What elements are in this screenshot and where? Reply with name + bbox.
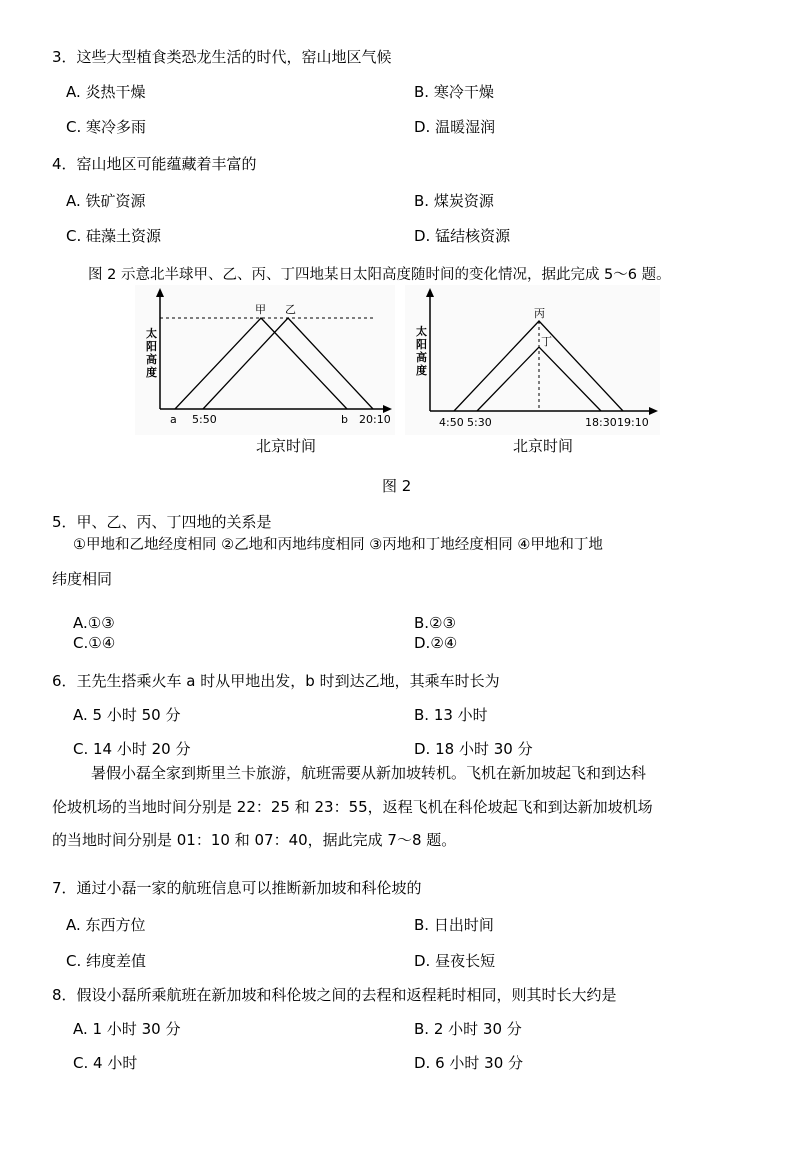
q8-option-d: D. 6 小时 30 分 [414,1054,524,1072]
left-peak-yi: 乙 [285,303,296,316]
intro-7-8-line2: 伦坡机场的当地时间分别是 22：25 和 23：55，返程飞机在科伦坡起飞和到达新加坡机场 [52,798,653,816]
q6-option-a: A. 5 小时 50 分 [73,706,181,724]
q3-option-c: C. 寒冷多雨 [66,118,147,136]
q8-stem: 8．假设小磊所乘航班在新加坡和科伦坡之间的去程和返程耗时相同，则其时长大约是 [52,986,617,1004]
q5-stem: 5．甲、乙、丙、丁四地的关系是 [52,513,272,531]
q6-option-b: B. 13 小时 [414,706,488,724]
right-tick-1910: 19:10 [617,416,649,429]
q3-stem: 3．这些大型植食类恐龙生活的时代，窑山地区气候 [52,48,392,66]
q5-option-d: D.②④ [414,634,458,652]
q7-option-d: D. 昼夜长短 [414,952,496,970]
right-ylabel-1: 太 [416,325,427,338]
q5-statements-line1: ①甲地和乙地经度相同 ②乙地和丙地纬度相同 ③丙地和丁地经度相同 ④甲地和丁地 [73,537,603,553]
q4-option-c: C. 硅藻土资源 [66,227,162,245]
q6-option-c: C. 14 小时 20 分 [73,740,191,758]
left-tick-550: 5:50 [192,413,217,426]
q7-option-b: B. 日出时间 [414,916,494,934]
right-xlabel: 北京时间 [513,437,574,455]
left-peak-jia: 甲 [255,303,266,316]
q5-option-a: A.①③ [73,614,115,632]
intro-7-8-line1: 暑假小磊全家到斯里兰卡旅游，航班需要从新加坡转机。飞机在新加坡起飞和到达科 [91,764,647,782]
q6-option-d: D. 18 小时 30 分 [414,740,533,758]
q8-option-a: A. 1 小时 30 分 [73,1020,181,1038]
right-ylabel-2: 阳 [416,338,427,351]
figure-2-right-diagram [405,285,660,435]
right-ylabel-4: 度 [416,364,427,377]
q3-option-a: A. 炎热干燥 [66,83,146,101]
figure-2-left-diagram [135,285,395,435]
left-xlabel: 北京时间 [256,437,317,455]
right-ylabel-3: 高 [416,351,427,364]
right-tick-530: 5:30 [467,416,492,429]
q7-stem: 7．通过小磊一家的航班信息可以推断新加坡和科伦坡的 [52,879,422,897]
q4-stem: 4．窑山地区可能蕴藏着丰富的 [52,155,257,173]
right-peak-ding: 丁 [541,335,552,348]
right-tick-1830: 18:30 [585,416,617,429]
left-tick-a: a [170,413,177,426]
right-peak-bing: 丙 [534,307,545,320]
left-ylabel-2: 阳 [146,340,157,353]
right-tick-450: 4:50 [439,416,464,429]
intro-7-8-line3: 的当地时间分别是 01：10 和 07：40，据此完成 7～8 题。 [52,831,457,849]
left-ylabel-4: 度 [146,366,157,379]
q3-option-d: D. 温暖湿润 [414,118,496,136]
q5-option-c: C.①④ [73,634,116,652]
q4-option-a: A. 铁矿资源 [66,192,146,210]
q6-stem: 6．王先生搭乘火车 a 时从甲地出发，b 时到达乙地，其乘车时长为 [52,672,500,690]
figure-intro: 图 2 示意北半球甲、乙、丙、丁四地某日太阳高度随时间的变化情况，据此完成 5～6 题。 [88,267,671,283]
q7-option-a: A. 东西方位 [66,916,146,934]
figure-caption: 图 2 [382,477,412,495]
left-ylabel-1: 太 [146,327,157,340]
left-ylabel-3: 高 [146,353,157,366]
q8-option-c: C. 4 小时 [73,1054,138,1072]
left-tick-b: b [341,413,348,426]
q5-statements-line2: 纬度相同 [52,570,113,588]
q3-option-b: B. 寒冷干燥 [414,83,494,101]
q5-option-b: B.②③ [414,614,456,632]
q8-option-b: B. 2 小时 30 分 [414,1020,522,1038]
q4-option-d: D. 锰结核资源 [414,227,511,245]
left-tick-2010: 20:10 [359,413,391,426]
q7-option-c: C. 纬度差值 [66,952,147,970]
q4-option-b: B. 煤炭资源 [414,192,494,210]
